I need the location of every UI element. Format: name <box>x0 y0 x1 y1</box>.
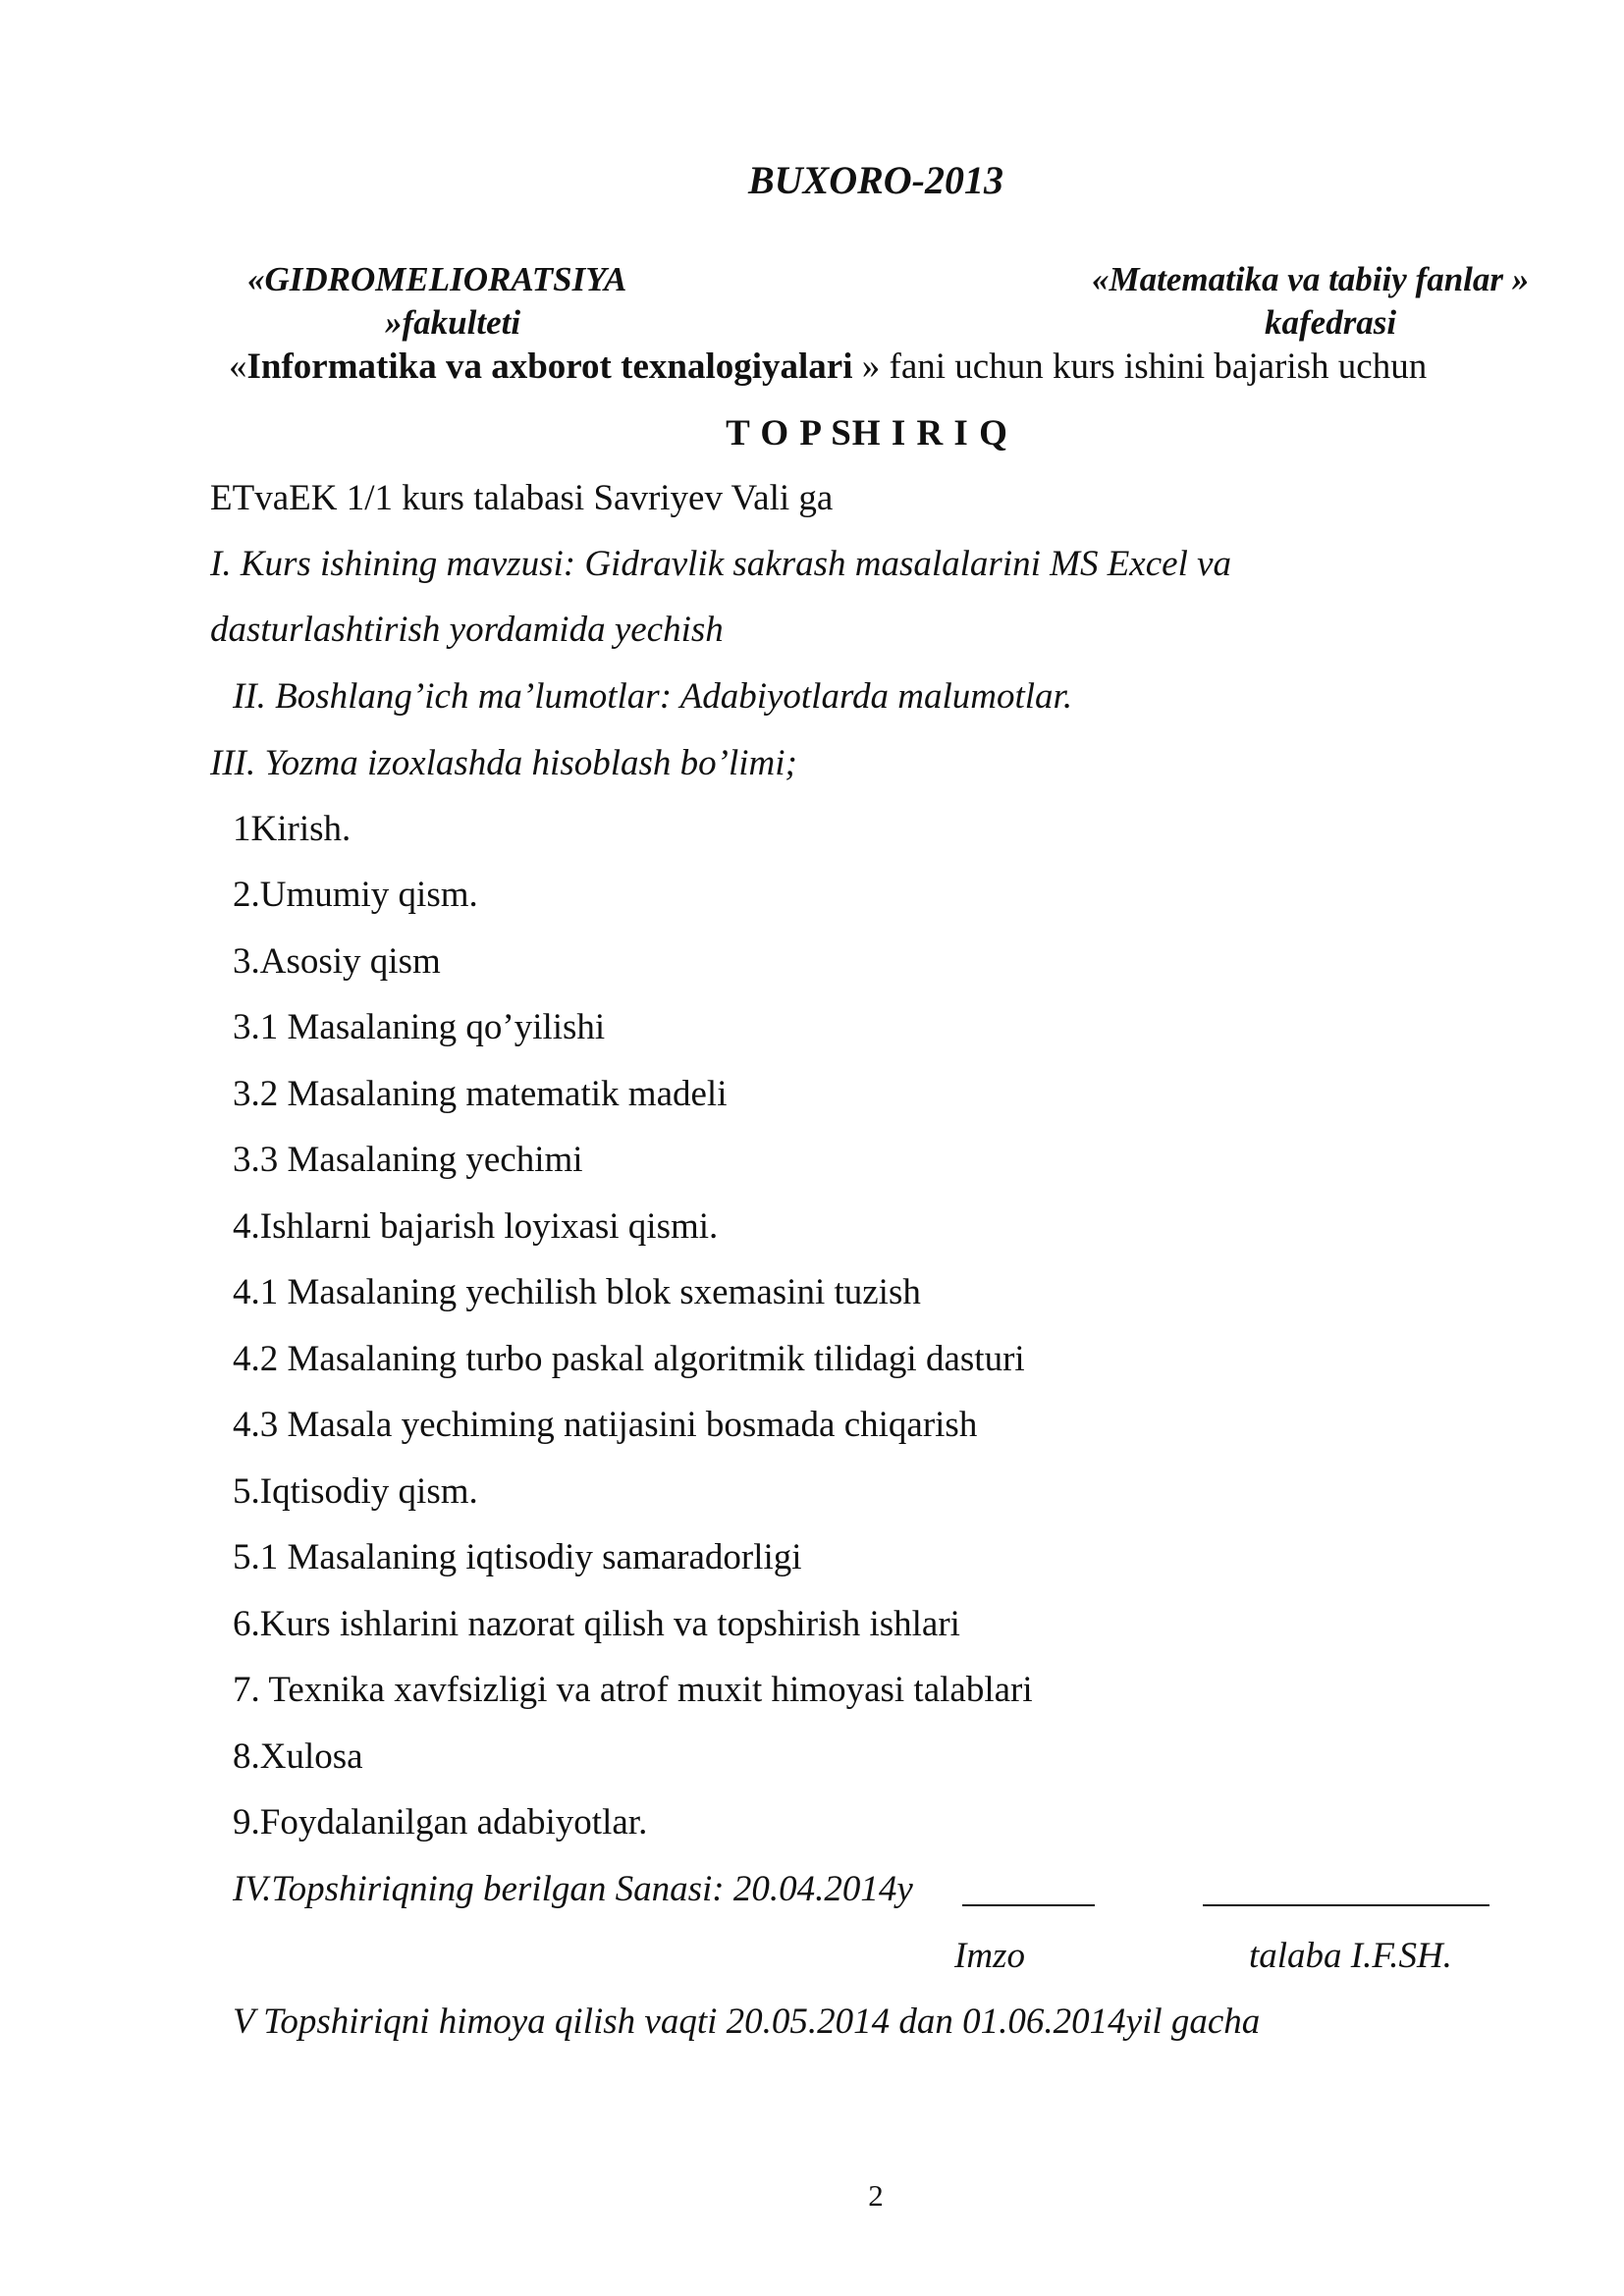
outline-item: 2.Umumiy qism. <box>233 875 478 915</box>
subject-open-quote: « <box>229 347 247 387</box>
outline-item: 8.Xulosa <box>233 1736 363 1777</box>
outline-item: 4.2 Masalaning turbo paskal algoritmik tilidagi dasturi <box>233 1339 1025 1379</box>
city-year-heading: BUXORO-2013 <box>747 158 1004 202</box>
issue-date-line: IV.Topshiriqning berilgan Sanasi: 20.04.2014y <box>233 1869 913 1909</box>
outline-item: 3.3 Masalaning yechimi <box>233 1140 583 1180</box>
department-line-1: «Matematika va tabiiy fanlar » <box>1092 260 1530 298</box>
subject-line <box>229 346 1427 389</box>
outline-item: 3.1 Masalaning qo’yilishi <box>233 1007 606 1047</box>
topic-line-1: I. Kurs ishining mavzusi: Gidravlik sakrash masalalarini MS Excel va <box>210 544 1232 584</box>
signature-label: Imzo <box>954 1936 1025 1976</box>
subject-name: Informatika va axborot texnalogiyalari <box>246 347 853 387</box>
document-title: T O P SH I R I Q <box>726 413 1008 454</box>
student-name-underline <box>1203 1904 1489 1906</box>
subject-rest: » fani uchun kurs ishini bajarish uchun <box>852 347 1428 387</box>
outline-item: 3.Asosiy qism <box>233 941 441 982</box>
outline-item: 5.1 Masalaning iqtisodiy samaradorligi <box>233 1537 802 1577</box>
outline-item: 6.Kurs ishlarini nazorat qilish va topshirish ishlari <box>233 1604 960 1644</box>
outline-item: 5.Iqtisodiy qism. <box>233 1471 478 1512</box>
outline-item: 1Kirish. <box>233 809 352 849</box>
outline-item: 9.Foydalanilgan adabiyotlar. <box>233 1802 648 1842</box>
outline-item: 4.3 Masala yechiming natijasini bosmada chiqarish <box>233 1405 978 1445</box>
faculty-line-2: »fakulteti <box>385 303 521 342</box>
faculty-line-1: «GIDROMELIORATSIYA <box>247 260 627 298</box>
student-line: ETvaEK 1/1 kurs talabasi Savriyev Vali ga <box>210 478 834 518</box>
outline-item: 7. Texnika xavfsizligi va atrof muxit himoyasi talablari <box>233 1670 1033 1710</box>
defense-line: V Topshiriqni himoya qilish vaqti 20.05.2014 dan 01.06.2014yil gacha <box>233 2002 1261 2042</box>
outline-item: 3.2 Masalaning matematik madeli <box>233 1074 728 1114</box>
topic-line-2: dasturlashtirish yordamida yechish <box>210 610 724 650</box>
page-number: 2 <box>868 2178 884 2213</box>
outline-item: 4.1 Masalaning yechilish blok sxemasini tuzish <box>233 1272 921 1312</box>
outline-item: 4.Ishlarni bajarish loyixasi qismi. <box>233 1206 719 1247</box>
signature-underline <box>962 1904 1095 1906</box>
department-line-2: kafedrasi <box>1265 303 1397 342</box>
written-part-line: III. Yozma izoxlashda hisoblash bo’limi; <box>210 743 797 783</box>
initial-data-line: II. Boshlang’ich ma’lumotlar: Adabiyotlarda malumotlar. <box>233 676 1073 717</box>
student-name-label: talaba I.F.SH. <box>1249 1936 1452 1976</box>
